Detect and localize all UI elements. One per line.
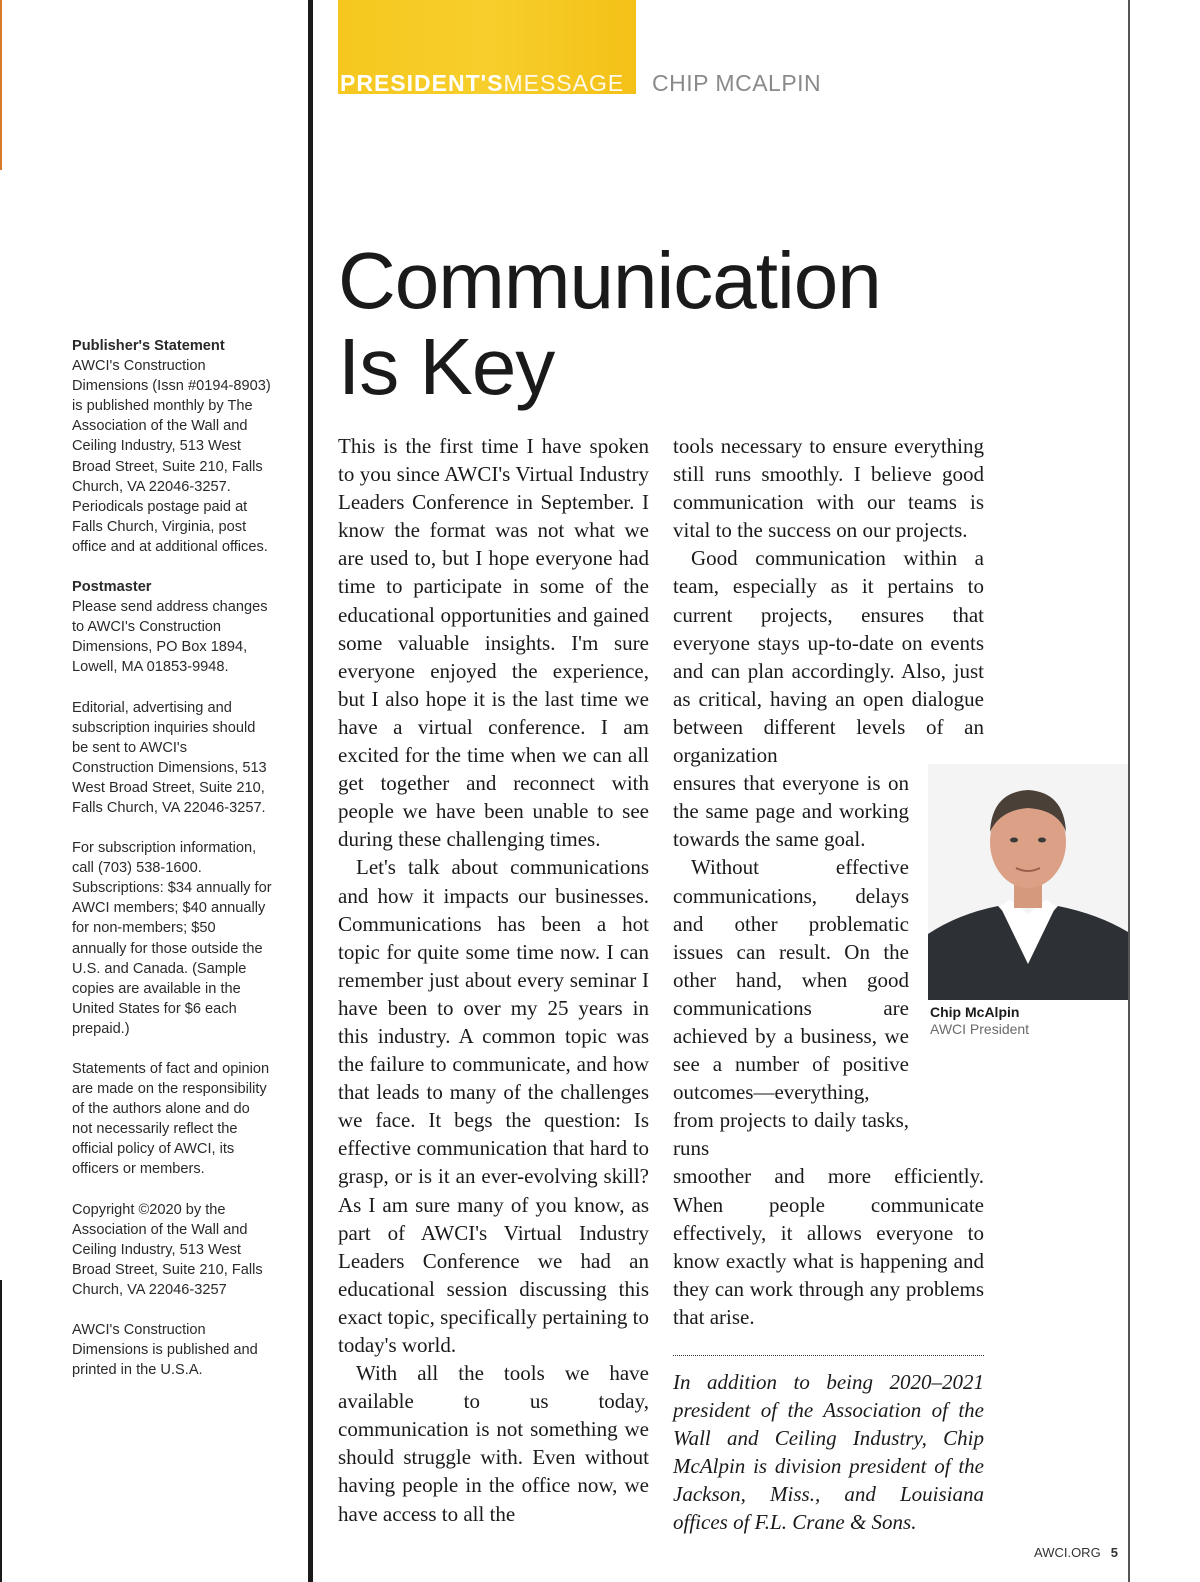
- paragraph: This is the first time I have spoken to you since AWCI's Virtual Industry Leaders Conference in September. I know the format was not what we are used to, but I hope everyone had time to participate in some of the educational opportunities and gained some valuable insights. I'm sure everyone enjoyed the experience, but I also hope it is the last time we have a virtual conference. I am excited for the time when we can all get together and reconnect with people we have been unable to see during these challenging times.: [338, 434, 649, 852]
- publisher-text: AWCI's Construction Dimensions (Issn #0194-8903) is published monthly by The Association of the Wall and Ceiling Industry, 513 West Broad Street, Suite 210, Falls Church, VA 22046-3257. Periodicals postage paid at Falls Church, Virginia, post office and at additional offices.: [72, 358, 271, 555]
- author-photo: [928, 764, 1128, 1000]
- left-edge-bar: [0, 1280, 2, 1582]
- section-label-light: MESSAGE: [503, 70, 625, 96]
- subscription-text: For subscription information, call (703) 538-1600. Subscriptions: $34 annually for AWCI members; $40 annually for non-members; $50 annually for those outside the U.S. and Canada. (Sample copies are available in the United States for $6 each prepaid.): [72, 840, 272, 1037]
- photo-caption: [930, 1004, 1029, 1038]
- paragraph-part: Good communication within a team, especially as it pertains to current projects, ensures that everyone stays up-to-date on events and can plan accordingly. Also, just as critical, having an open dialogue between different levels of an organization: [673, 546, 984, 768]
- section-label: [340, 70, 624, 97]
- right-edge-rule: [1128, 0, 1130, 1582]
- printed-text: AWCI's Construction Dimensions is published and printed in the U.S.A.: [72, 1322, 258, 1379]
- caption-title: AWCI President: [930, 1021, 1030, 1037]
- postmaster-text: Please send address changes to AWCI's Construction Dimensions, PO Box 1894, Lowell, MA 01853-9948.: [72, 599, 268, 676]
- header-author: CHIP MCALPIN: [652, 70, 822, 96]
- postmaster-block: [72, 577, 272, 677]
- column-divider: [308, 0, 313, 1582]
- paragraph-part: Without effective communications, delays and other problematic issues can result. On the other hand, when good communications are achieved by a business, we see a number of positive outcomes—everything, from projects to daily tasks, runs: [673, 855, 909, 1161]
- section-label-bold: PRESIDENT'S: [340, 70, 504, 96]
- page-number: 5: [1110, 1545, 1118, 1560]
- title-line-2: Is Key: [338, 322, 555, 411]
- author-bio: In addition to being 2020–2021 president of the Association of the Wall and Ceiling Industry, Chip McAlpin is division president of the Jackson, Miss., and Louisiana offices of F.L. Crane & Sons.: [673, 1370, 984, 1535]
- publisher-statement: [72, 336, 272, 557]
- author-portrait-illustration: [928, 764, 1128, 1000]
- paragraph-part: smoother and more efficiently. When people communicate effectively, it allows everyone to know exactly what is happening and they can work through any problems that arise.: [673, 1164, 984, 1329]
- title-line-1: Communication: [338, 236, 881, 325]
- statements-text: Statements of fact and opinion are made on the responsibility of the authors alone and do not necessarily reflect the official policy of AWCI, its officers or members.: [72, 1061, 270, 1178]
- paragraph-part: ensures that everyone is on the same page and working towards the same goal.: [673, 771, 909, 852]
- copyright-text: Copyright ©2020 by the Association of the Wall and Ceiling Industry, 513 West Broad Street, Suite 210, Falls Church, VA 22046-3257: [72, 1201, 263, 1298]
- paragraph: With all the tools we have available to us today, communication is not something we should struggle with. Even without having people in the office now, we have access to all the: [338, 1361, 649, 1526]
- left-accent-bar: [0, 0, 2, 170]
- editorial-text: Editorial, advertising and subscription inquiries should be sent to AWCI's Construction Dimensions, 513 West Broad Street, Suite 210, Falls Church, VA 22046-3257.: [72, 699, 267, 816]
- article-title: [338, 238, 978, 410]
- caption-name: Chip McAlpin: [930, 1004, 1020, 1020]
- publisher-sidebar: [72, 336, 272, 1400]
- bio-divider: [673, 1355, 984, 1356]
- postmaster-heading: Postmaster: [72, 579, 152, 596]
- paragraph: Let's talk about communications and how it impacts our businesses. Communications has been a hot topic for quite some time now. I can remember just about every seminar I have been to over my 25 years in this industry. A common topic was the failure to communicate, and how that leads to many of the challenges we face. It begs the question: Is effective communication that hard to grasp, or is it an ever-evolving skill? As I am sure many of you know, as part of AWCI's Virtual Industry Leaders Conference we had an educational session discussing this exact topic, specifically pertaining to today's world.: [338, 855, 649, 1357]
- wrapped-text-block: [673, 769, 909, 1162]
- article-column-1: [338, 432, 649, 1528]
- footer-site: AWCI.ORG: [1034, 1545, 1101, 1560]
- paragraph: tools necessary to ensure everything still runs smoothly. I believe good communication with our teams is vital to the success on our projects.: [673, 434, 984, 543]
- page-footer: [1034, 1545, 1118, 1560]
- publisher-heading: Publisher's Statement: [72, 338, 225, 354]
- paragraph: [673, 544, 984, 769]
